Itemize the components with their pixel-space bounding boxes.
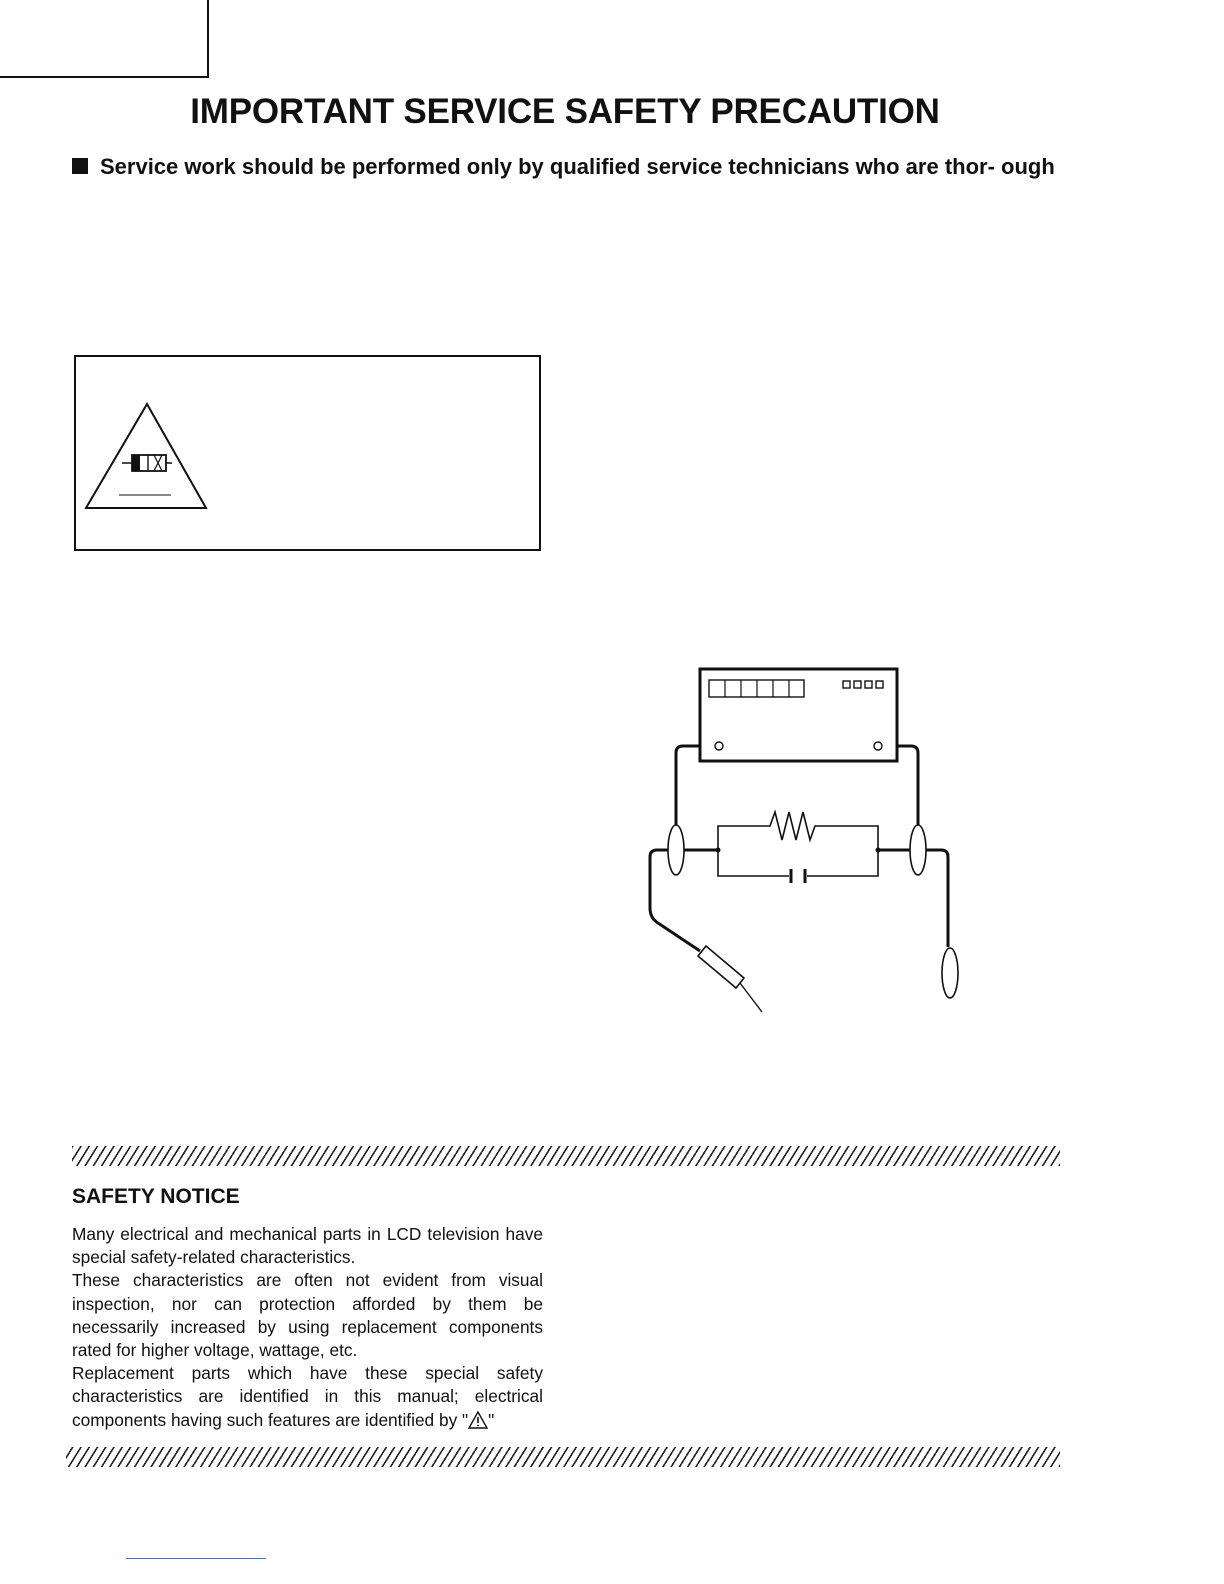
page-title: IMPORTANT SERVICE SAFETY PRECAUTION [190, 92, 940, 131]
square-bullet-icon [72, 158, 88, 174]
leakage-test-circuit-diagram [630, 660, 980, 1020]
footer-link-underline [126, 1558, 266, 1559]
left-connector [668, 825, 684, 875]
ground-clip-icon [942, 948, 958, 998]
safety-notice-paragraph-text: Replacement parts which have these special safety characteristics are identified in this manual; electrical components having such features are identified by " [72, 1363, 543, 1430]
safety-notice-heading: SAFETY NOTICE [72, 1185, 240, 1208]
corner-frame [0, 0, 209, 78]
safety-symbol-box [74, 355, 541, 551]
hatched-divider-top [72, 1146, 1060, 1166]
capacitor-icon [718, 850, 878, 883]
safety-notice-paragraph: Many electrical and mechanical parts in LCD television have special safety-related characteristics. [72, 1224, 543, 1268]
warning-triangle-icon [468, 1411, 488, 1429]
safety-notice-body [72, 1223, 543, 1432]
safety-notice-paragraph [72, 1362, 543, 1432]
safety-notice-paragraph: These characteristics are often not evident from visual inspection, nor can protection afforded by them be necessarily increased by using replacement components rated for higher voltage, wattage, etc. [72, 1270, 543, 1361]
right-connector [910, 825, 926, 875]
voltmeter-icon [700, 669, 897, 761]
resistor-icon [718, 812, 878, 850]
hatched-divider-bottom [66, 1447, 1060, 1467]
probe-icon [698, 946, 762, 1012]
intro-bullet [72, 152, 1062, 181]
closing-quote: " [488, 1409, 495, 1430]
fuse-warning-triangle-icon [84, 401, 210, 511]
intro-bullet-text: Service work should be performed only by qualified service technicians who are thor- ough [100, 154, 1055, 179]
